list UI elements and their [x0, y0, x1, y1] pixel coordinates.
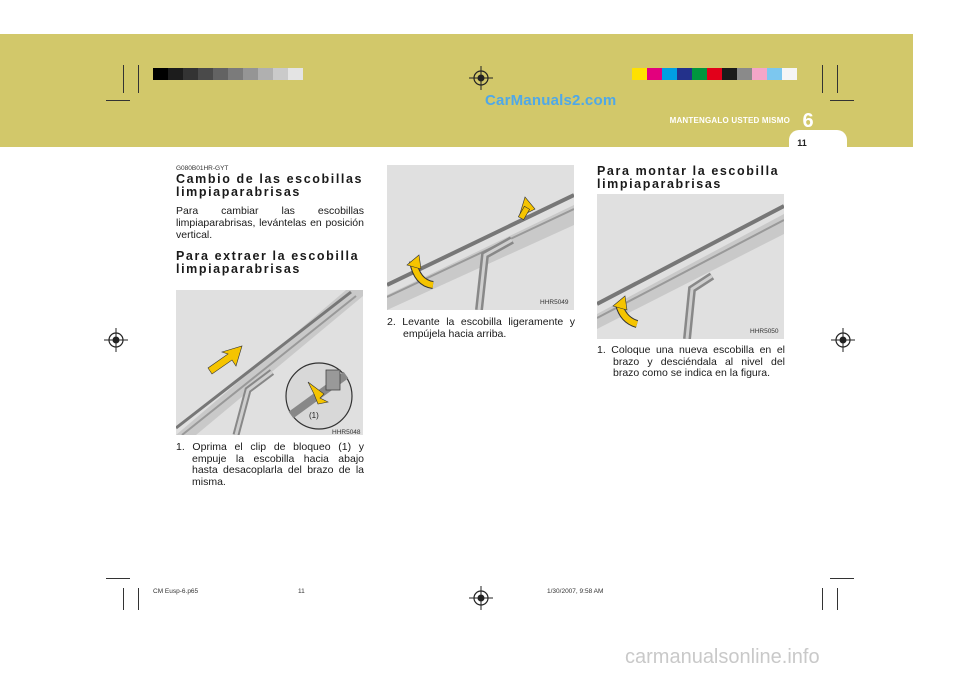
figure-label-5048: HHR5048 [332, 429, 361, 436]
figure-label-5050: HHR5050 [750, 328, 779, 335]
color-swatch [213, 68, 228, 80]
footer-timestamp: 1/30/2007, 9:58 AM [547, 588, 604, 595]
right-column [597, 165, 785, 191]
color-swatch [183, 68, 198, 80]
color-swatch [243, 68, 258, 80]
left-step [176, 442, 364, 488]
step-2-lift: 2. Levante la escobilla ligeramente y empújela hacia arriba. [387, 316, 575, 340]
intro-paragraph: Para cambiar las escobillas limpiaparabrisas, levántelas en posición vertical. [176, 205, 364, 241]
figure-label-5049: HHR5049 [540, 299, 569, 306]
color-swatch [258, 68, 273, 80]
color-swatch [198, 68, 213, 80]
right-step [597, 345, 785, 380]
left-column [176, 165, 364, 276]
color-swatch [737, 68, 752, 80]
registration-mark-right [831, 328, 855, 352]
figure-remove-blade [176, 290, 363, 435]
wiper-illustration-2 [387, 165, 574, 310]
registration-mark-left [104, 328, 128, 352]
watermark-link[interactable]: CarManuals2.com [485, 92, 617, 109]
callout-label: (1) [309, 411, 319, 420]
figure-install-blade [597, 194, 784, 339]
color-swatch [677, 68, 692, 80]
color-swatch [707, 68, 722, 80]
color-swatch [782, 68, 797, 80]
page-number: 11 [797, 138, 807, 148]
color-swatch [168, 68, 183, 80]
remove-heading: Para extraer la escobilla limpiaparabrisas [176, 249, 360, 276]
color-swatch [273, 68, 288, 80]
registration-mark-top [469, 66, 493, 90]
wiper-illustration-3 [597, 194, 784, 339]
color-swatch [632, 68, 647, 80]
figure-lift-blade [387, 165, 574, 310]
section-heading: Cambio de las escobillas limpiaparabrisas [176, 172, 364, 199]
chapter-number: 6 [802, 110, 814, 132]
grayscale-bar [153, 68, 303, 80]
color-swatch [647, 68, 662, 80]
step-1-install: 1. Coloque una nueva escobilla en el brazo y desciéndala al nivel del brazo como se indica en la figura. [597, 344, 785, 379]
wiper-illustration [176, 290, 363, 435]
section-code: G080B01HR-GYT [176, 165, 229, 172]
color-swatch [662, 68, 677, 80]
section-title: MANTENGALO USTED MISMO [669, 116, 790, 125]
color-swatch [752, 68, 767, 80]
color-swatch [153, 68, 168, 80]
middle-step [387, 317, 575, 340]
color-bar [632, 68, 797, 80]
footer-filename: CM Eusp-6.p65 [153, 588, 199, 595]
color-swatch [692, 68, 707, 80]
watermark-bottom: carmanualsonline.info [625, 646, 820, 668]
color-swatch [767, 68, 782, 80]
footer-page: 11 [298, 588, 305, 595]
color-swatch [722, 68, 737, 80]
color-swatch [288, 68, 303, 80]
registration-mark-bottom [469, 586, 493, 610]
install-heading: Para montar la escobilla limpiaparabrisas [597, 164, 780, 191]
header-band [0, 34, 913, 147]
color-swatch [228, 68, 243, 80]
step-1-remove: 1. Oprima el clip de bloqueo (1) y empuje la escobilla hacia abajo hasta desacoplarla del brazo de la misma. [176, 441, 364, 488]
